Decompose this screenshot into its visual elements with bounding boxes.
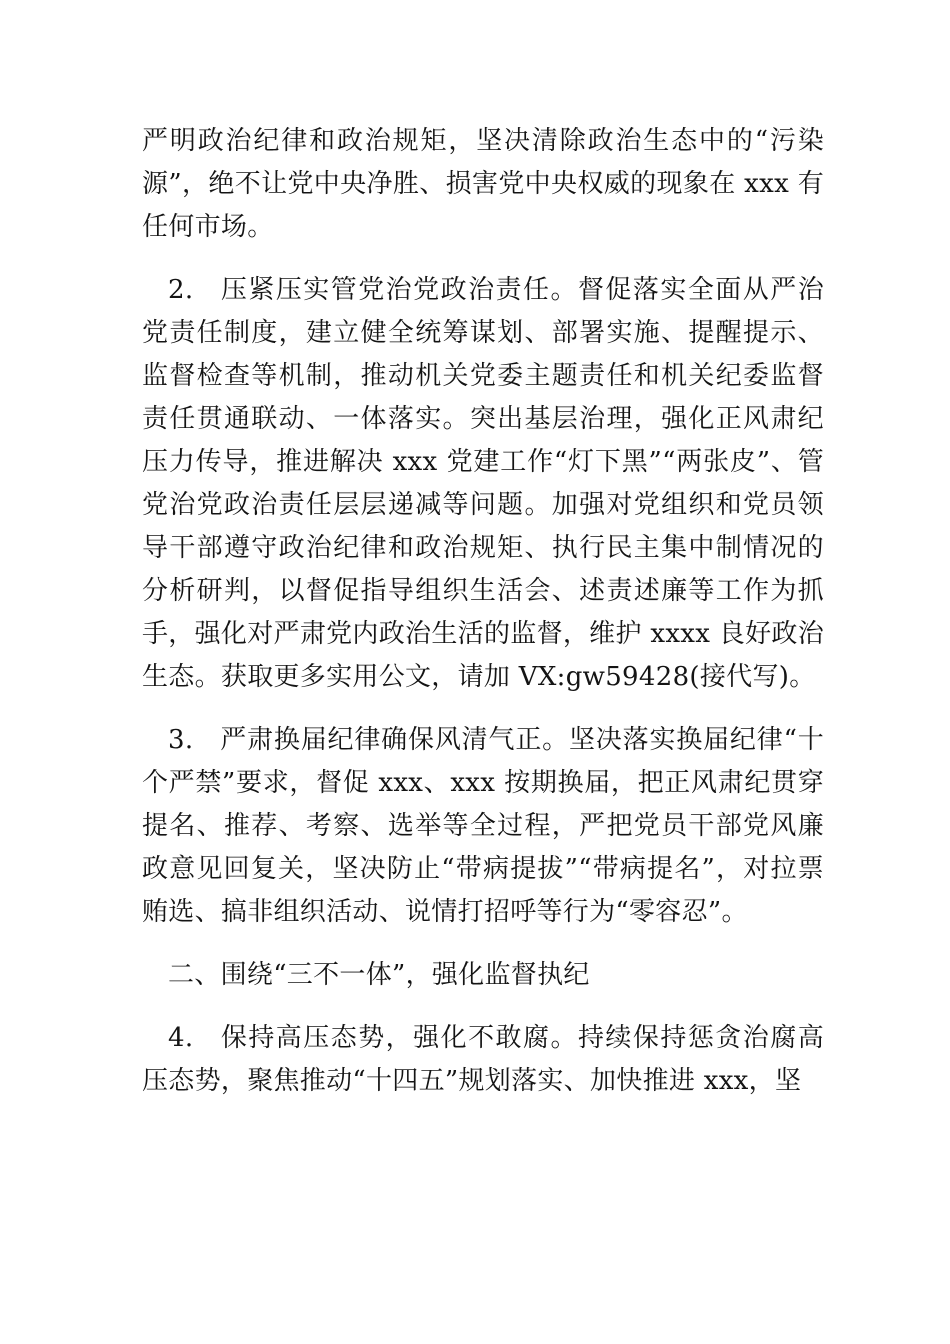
paragraph-item-3: 3. 严肃换届纪律确保风清气正。坚决落实换届纪律“十个严禁”要求，督促 xxx、xxx 按期换届，把正风肃纪贯穿提名、推荐、考察、选举等全过程，严把党员干部党风廉政意见回复关，坚决防止“带病提拔”“带病提名”，对拉票贿选、搞非组织活动、说情打招呼等行为“零容忍”。 [142,725,824,927]
paragraph-item-4: 4. 保持高压态势，强化不敢腐。持续保持惩贪治腐高压态势，聚焦推动“十四五”规划落实、加快推进 xxx，坚 [142,1023,824,1096]
paragraph-item-2: 2. 压紧压实管党治党政治责任。督促落实全面从严治党责任制度，建立健全统筹谋划、部署实施、提醒提示、监督检查等机制，推动机关党委主题责任和机关纪委监督责任贯通联动、一体落实。突出基层治理，强化正风肃纪压力传导，推进解决 xxx 党建工作“灯下黑”“两张皮”、管党治党政治责任层层递减等问题。加强对党组织和党员领导干部遵守政治纪律和政治规矩、执行民主集中制情况的分析研判，以督促指导组织生活会、述责述廉等工作为抓手，强化对严肃党内政治生活的监督，维护 xxxx 良好政治生态。获取更多实用公文，请加 VX:gw59428(接代写)。 [142,275,824,692]
paragraph-continuation: 严明政治纪律和政治规矩，坚决清除政治生态中的“污染源”，绝不让党中央净胜、损害党中央权威的现象在 xxx 有任何市场。 [142,126,824,242]
section-heading-2: 二、围绕“三不一体”，强化监督执纪 [168,960,590,990]
document-text-area [142,120,824,1103]
